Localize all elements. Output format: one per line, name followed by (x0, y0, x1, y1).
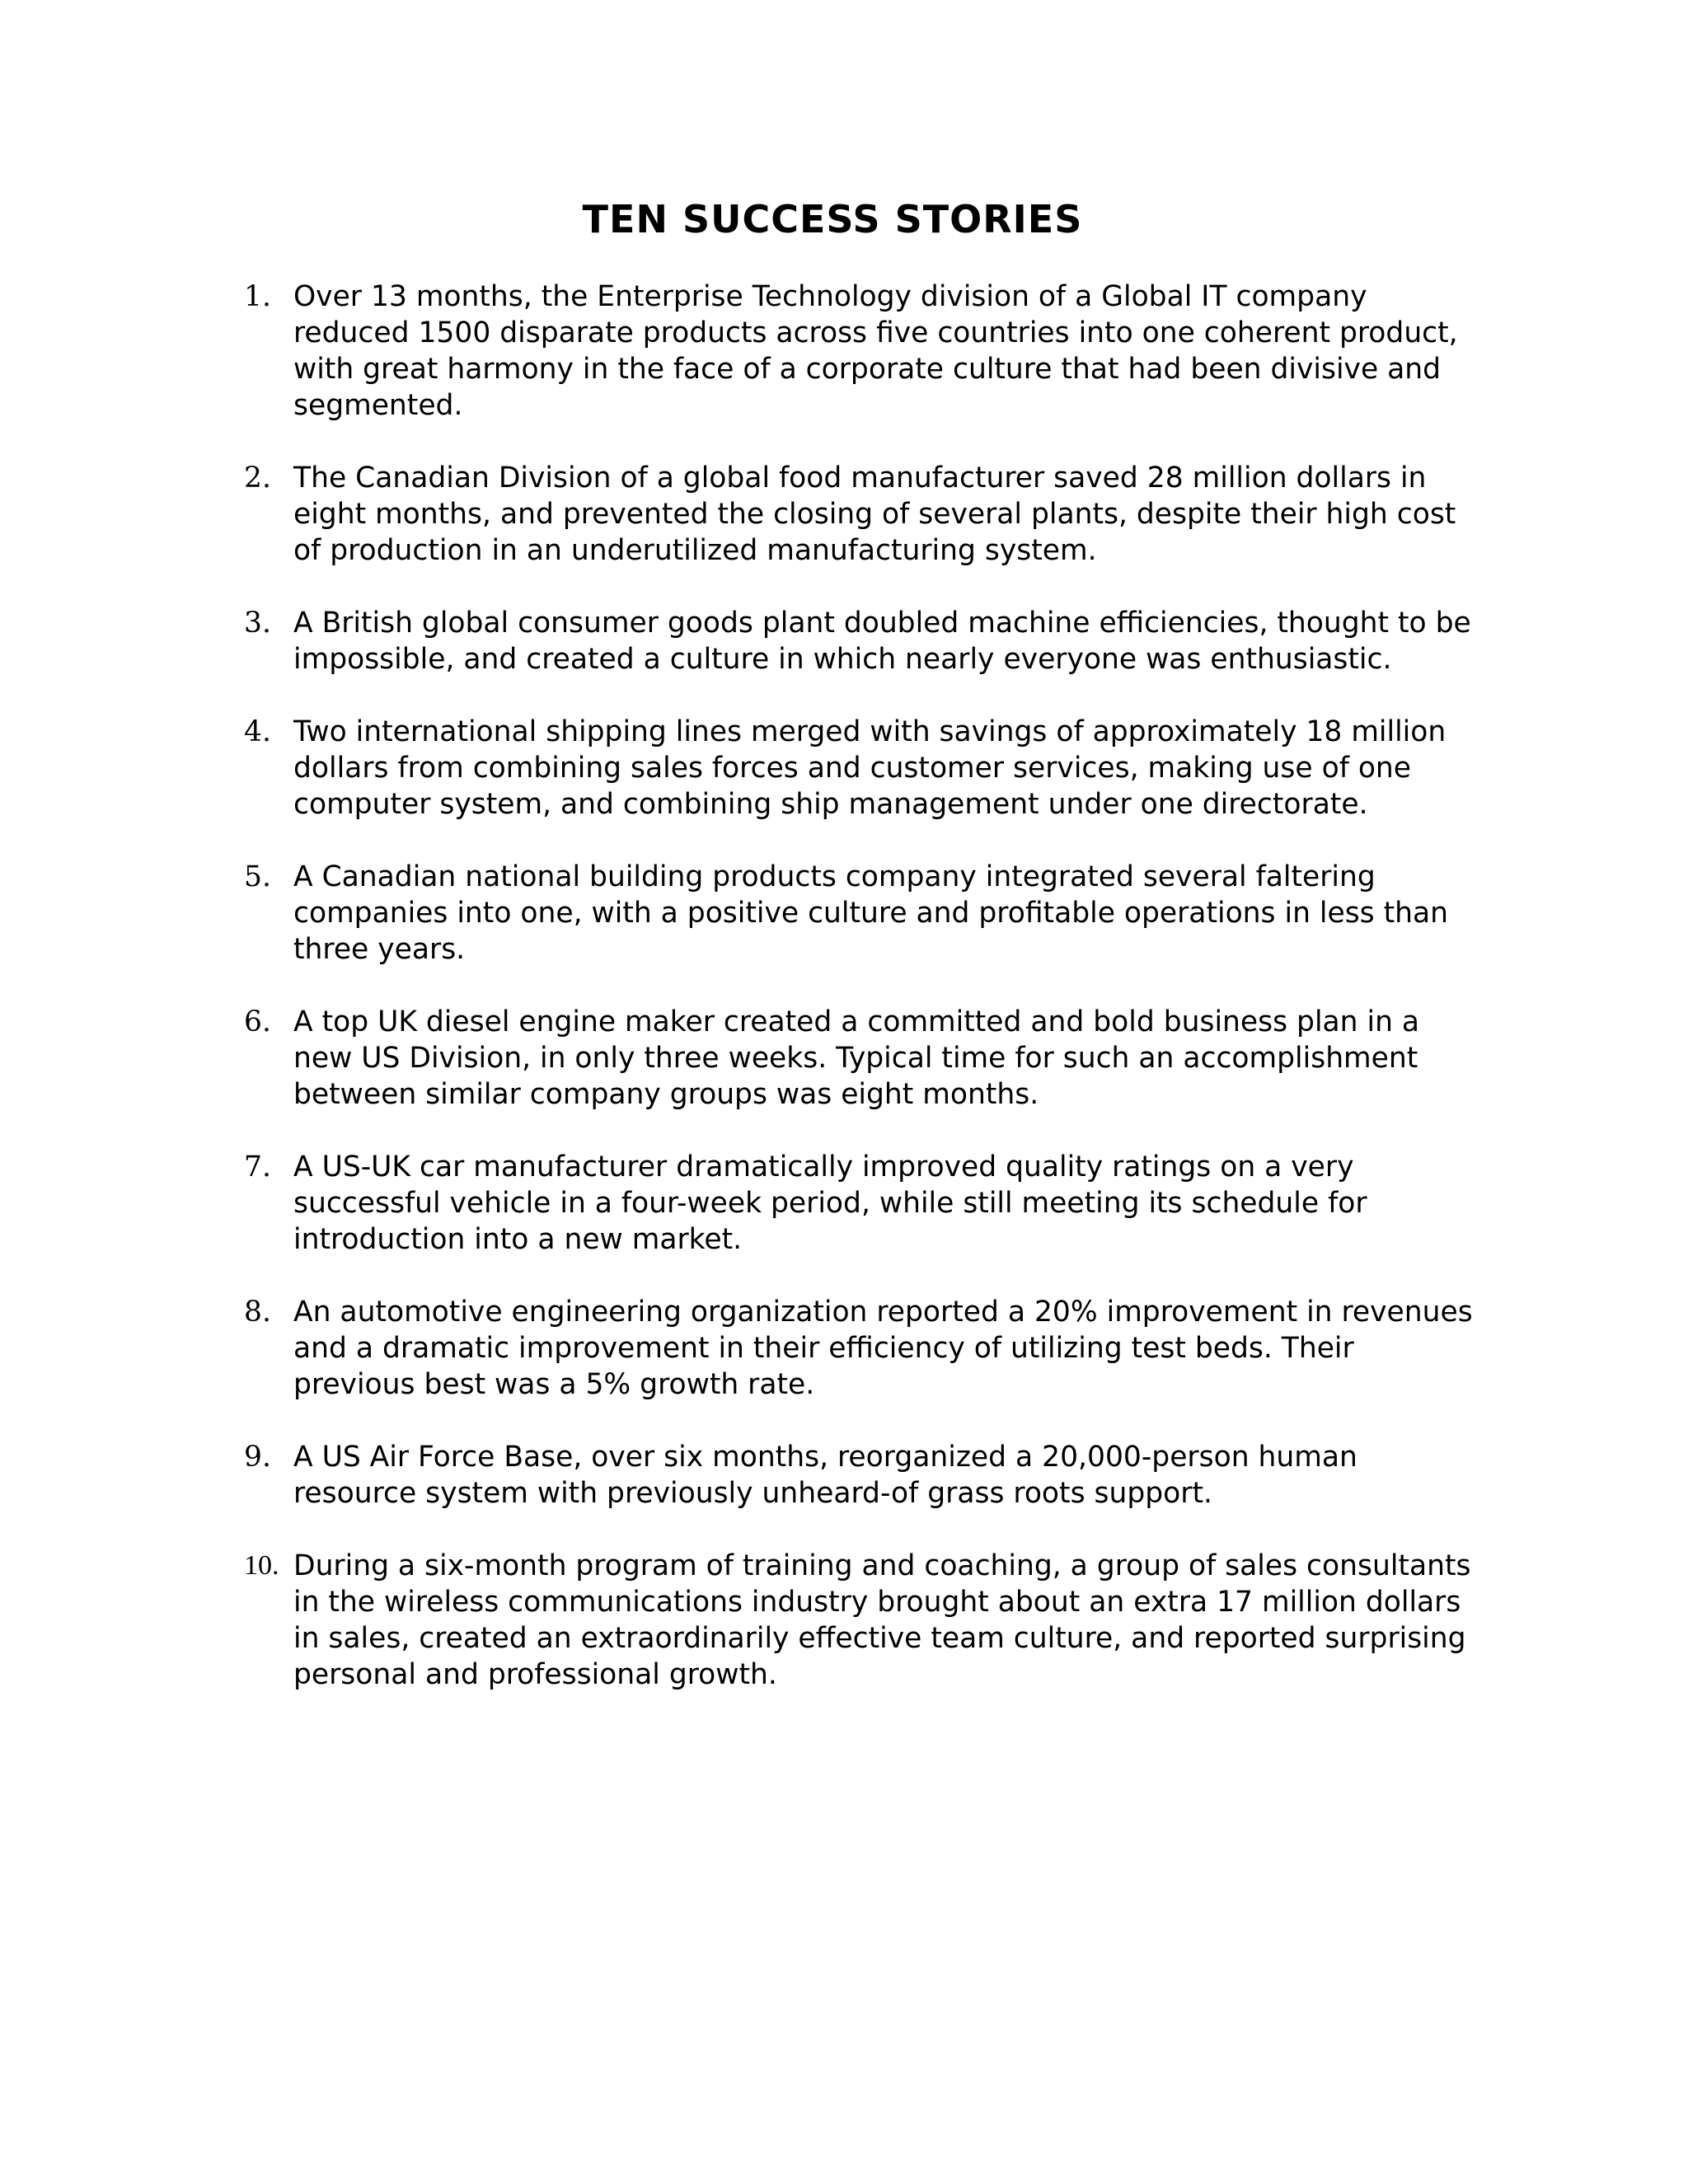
list-item (244, 714, 1480, 823)
list-item (244, 460, 1480, 569)
item-text: A British global consumer goods plant doubled machine efficiencies, thought to be impossible, and created a culture in which nearly everyone was enthusiastic. (293, 607, 1471, 676)
item-number: 8. (244, 1296, 271, 1329)
item-text: A top UK diesel engine maker created a committed and bold business plan in a new US Division, in only three weeks. Typical time for such an accomplishment between similar company groups was eight months. (293, 1005, 1420, 1111)
item-number: 6. (244, 1005, 271, 1038)
item-number: 7. (244, 1151, 271, 1183)
item-text: During a six-month program of training and coaching, a group of sales consultants in the wireless communications industry brought about an extra 17 million dollars in sales, created an extraordinarily effective team culture, and reported surprising personal and professional growth. (293, 1549, 1471, 1691)
item-number: 5. (244, 860, 271, 893)
list-item (244, 1149, 1480, 1258)
list-item (244, 279, 1480, 424)
item-number: 10. (244, 1550, 279, 1581)
item-number: 2. (244, 462, 271, 494)
list-item (244, 1548, 1480, 1693)
item-text: A US Air Force Base, over six months, reorganized a 20,000-person human resource system with previously unheard-of grass roots support. (293, 1441, 1357, 1510)
success-stories-list (244, 279, 1480, 1729)
item-text: An automotive engineering organization reported a 20% improvement in revenues and a dramatic improvement in their efficiency of utilizing test beds. Their previous best was a 5% growth rate. (293, 1296, 1473, 1401)
item-text: A Canadian national building products company integrated several faltering companies into one, with a positive culture and profitable operations in less than three years. (293, 860, 1449, 966)
list-item (244, 1004, 1480, 1113)
list-item (244, 1439, 1480, 1511)
item-number: 4. (244, 715, 271, 748)
page-title: TEN SUCCESS STORIES (582, 197, 1083, 241)
item-text: A US-UK car manufacturer dramatically improved quality ratings on a very successful vehicle in a four-week period, while still meeting its schedule for introduction into a new market. (293, 1151, 1367, 1256)
item-text: Over 13 months, the Enterprise Technology division of a Global IT company reduced 1500 disparate products across five countries into one coherent product, with great harmony in the face of a corporate culture that had been divisive and segmented. (293, 280, 1458, 422)
item-text: The Canadian Division of a global food manufacturer saved 28 million dollars in eight months, and prevented the closing of several plants, despite their high cost of production in an underutilized manufacturing system. (293, 462, 1456, 567)
item-text: Two international shipping lines merged with savings of approximately 18 million dollars from combining sales forces and customer services, making use of one computer system, and combining ship management under one directorate. (293, 715, 1447, 821)
item-number: 1. (244, 280, 271, 313)
item-number: 9. (244, 1441, 271, 1474)
list-item (244, 859, 1480, 968)
list-item (244, 605, 1480, 677)
list-item (244, 1294, 1480, 1403)
item-number: 3. (244, 607, 271, 640)
